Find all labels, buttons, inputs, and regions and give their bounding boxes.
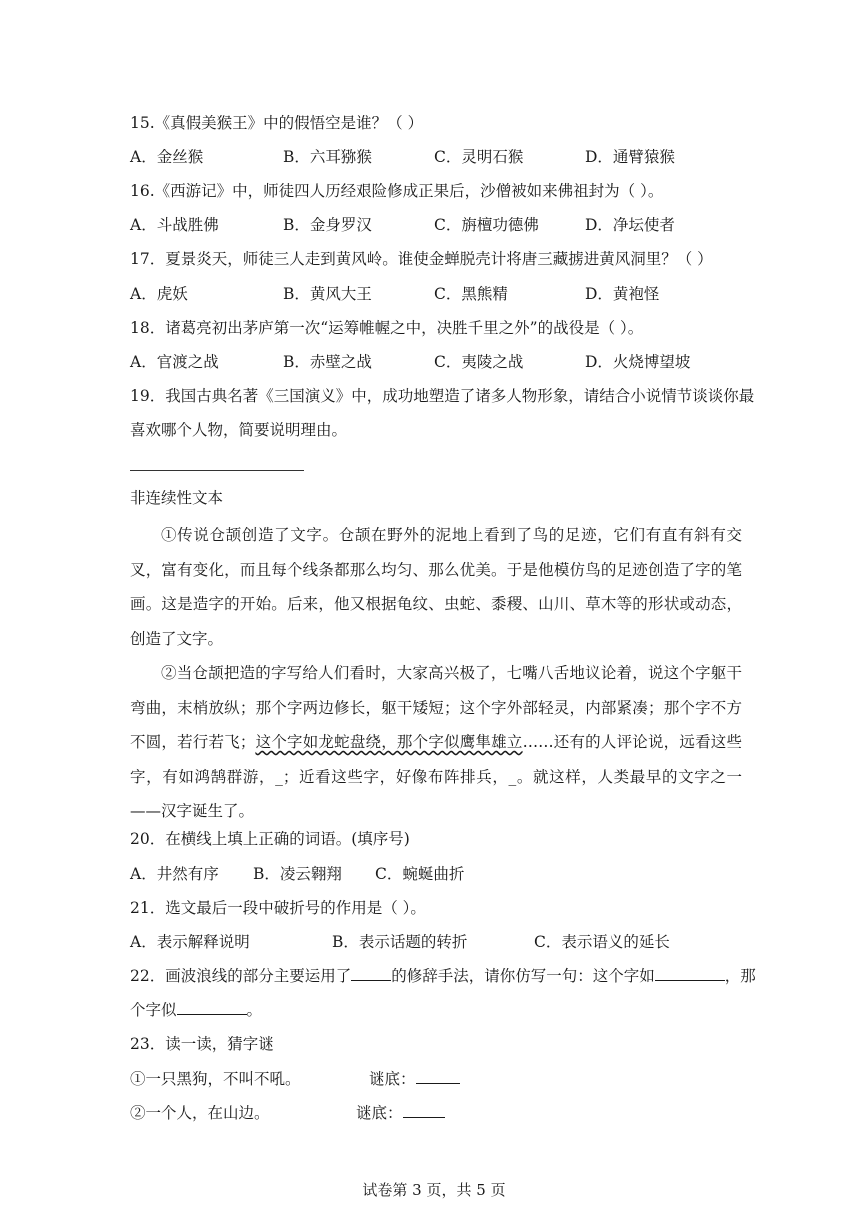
q22-text-4: 个字似 xyxy=(130,1001,177,1019)
option-c: C．表示语义的延长 xyxy=(534,933,670,951)
riddle-1-blank[interactable] xyxy=(416,1069,460,1084)
question-18-options xyxy=(130,352,770,372)
section-title: 非连续性文本 xyxy=(130,489,224,507)
option-b: B．六耳猕猴 xyxy=(283,148,372,166)
blank-rhetoric[interactable] xyxy=(351,966,391,981)
q22-text-1: 22．画波浪线的部分主要运用了 xyxy=(130,967,352,985)
question-20-stem: 20．在横线上填上正确的词语。(填序号) xyxy=(130,830,410,848)
q22-text-3: ，那 xyxy=(724,967,756,985)
passage xyxy=(130,518,742,829)
question-17-stem: 17．夏景炎天，师徒三人走到黄风岭。谁使金蝉脱壳计将唐三藏掳进黄风洞里？（ ） xyxy=(130,250,713,268)
question-21-stem: 21．选文最后一段中破折号的作用是（ ）。 xyxy=(130,899,426,917)
option-d: D．通臂猿猴 xyxy=(585,148,675,166)
option-c: C．旃檀功德佛 xyxy=(434,216,539,234)
question-15-options xyxy=(130,147,770,167)
option-a: A．金丝猴 xyxy=(130,148,204,166)
option-a: A．井然有序 xyxy=(130,865,219,883)
option-a: A．表示解释说明 xyxy=(130,933,250,951)
option-c: C．灵明石猴 xyxy=(434,148,524,166)
paragraph-2-text-after: ……还有的人评论说，远看这些字，有如鸿鹄群游，_；近看这些字，好像布阵排兵，_。就这样，人类最早的文字之一——汉字诞生了。 xyxy=(130,733,742,820)
question-21-options xyxy=(130,932,770,952)
option-d: D．净坛使者 xyxy=(585,216,675,234)
option-d: D．火烧博望坡 xyxy=(585,353,691,371)
option-c: C．黑熊精 xyxy=(434,285,508,303)
blank-imitation-2[interactable] xyxy=(177,1000,247,1015)
question-18-stem: 18．诸葛亮初出茅庐第一次“运筹帷幄之中，决胜千里之外”的战役是（ ）。 xyxy=(130,319,644,337)
riddle-2-answer xyxy=(356,1103,445,1123)
option-b: B．金身罗汉 xyxy=(283,216,372,234)
option-a: A．官渡之战 xyxy=(130,353,219,371)
question-22-line2 xyxy=(130,1000,262,1020)
riddle-1: ①一只黑狗，不叫不吼。 xyxy=(130,1070,301,1088)
wavy-underlined-text: 这个字如龙蛇盘绕，那个字似鹰隼雄立 xyxy=(255,733,523,751)
question-17-options xyxy=(130,284,770,304)
question-19-line1: 19．我国古典名著《三国演义》中，成功地塑造了诸多人物形象，请结合小说情节谈谈你最 xyxy=(130,387,755,405)
question-20-options xyxy=(130,864,770,884)
question-15-stem: 15.《真假美猴王》中的假悟空是谁？（ ） xyxy=(130,114,424,132)
passage-paragraph-1: ①传说仓颉创造了文字。仓颉在野外的泥地上看到了鸟的足迹，它们有直有斜有交叉，富有变化，而且每个线条都那么均匀、那么优美。于是他模仿鸟的足迹创造了字的笔画。这是造字的开始。后来，他又根据龟纹、虫蛇、黍稷、山川、草木等的形状或动态，创造了文字。 xyxy=(130,526,742,648)
option-a: A．斗战胜佛 xyxy=(130,216,219,234)
riddle-2: ②一个人，在山边。 xyxy=(130,1104,270,1122)
passage-paragraph-2 xyxy=(130,656,742,829)
paragraph-2-text-before: ②当仓颉把造的字写给人们看时，大家高兴极了，七嘴八舌地议论着，说这个字躯干弯曲，末梢放纵；那个字两边修长，躯干矮短；这个字外部轻灵，内部紧凑；那个字不方不圆，若行若飞； xyxy=(130,664,742,751)
q22-text-2: 的修辞手法，请你仿写一句：这个字如 xyxy=(391,967,655,985)
option-b: B．赤壁之战 xyxy=(283,353,372,371)
answer-label: 谜底： xyxy=(369,1070,416,1088)
page-footer: 试卷第 3 页，共 5 页 xyxy=(362,1181,506,1199)
option-b: B．凌云翱翔 xyxy=(253,865,342,883)
riddle-2-blank[interactable] xyxy=(403,1103,445,1118)
question-16-stem: 16.《西游记》中，师徒四人历经艰险修成正果后，沙僧被如来佛祖封为（ ）。 xyxy=(130,182,664,200)
question-19-line2: 喜欢哪个人物，简要说明理由。 xyxy=(130,421,348,439)
question-16-options xyxy=(130,215,770,235)
option-c: C．夷陵之战 xyxy=(434,353,524,371)
q22-text-5: 。 xyxy=(246,1001,263,1019)
answer-label: 谜底： xyxy=(356,1104,403,1122)
option-d: D．黄袍怪 xyxy=(585,285,660,303)
answer-line xyxy=(130,470,304,471)
option-b: B．表示话题的转折 xyxy=(332,933,468,951)
riddle-1-answer xyxy=(369,1069,460,1089)
option-a: A．虎妖 xyxy=(130,285,188,303)
option-c: C．蜿蜒曲折 xyxy=(375,865,465,883)
question-22-line1 xyxy=(130,966,756,986)
option-b: B．黄风大王 xyxy=(283,285,372,303)
question-23-stem: 23．读一读，猜字谜 xyxy=(130,1035,274,1053)
blank-imitation-1[interactable] xyxy=(655,966,725,981)
